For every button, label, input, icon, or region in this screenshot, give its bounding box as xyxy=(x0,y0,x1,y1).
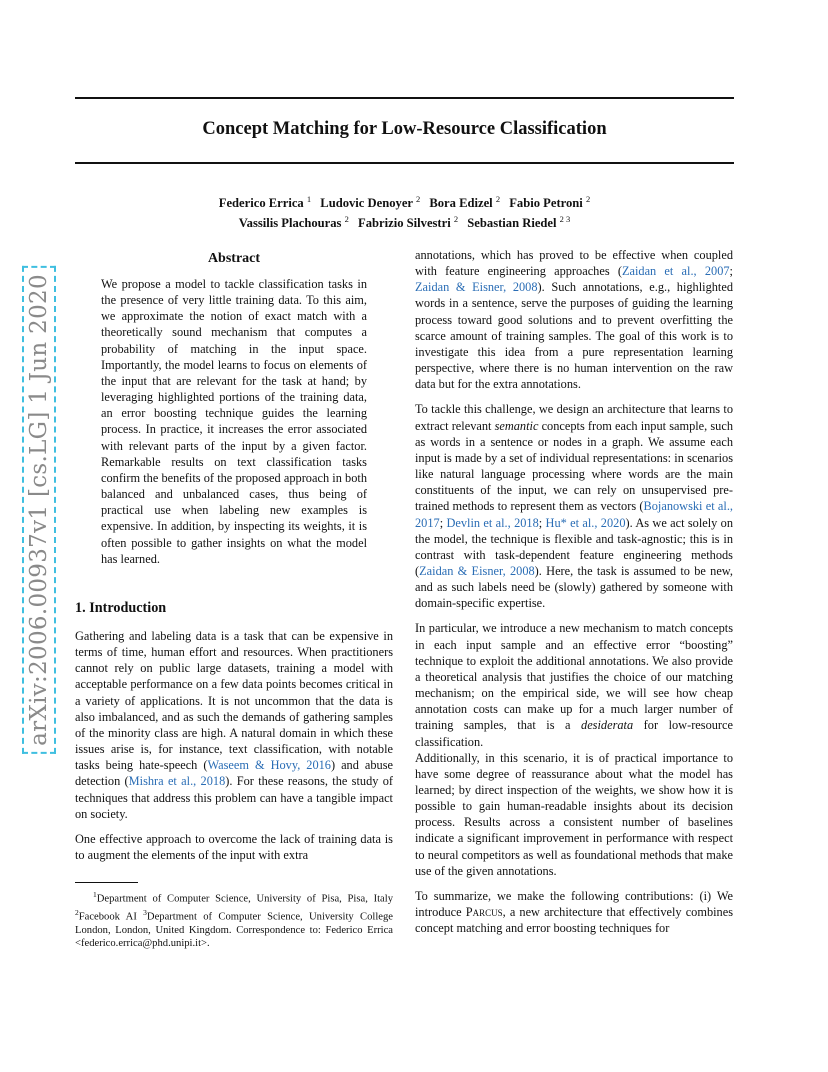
author: Federico Errica $^1$ xyxy=(218,194,312,211)
author-line-1 xyxy=(75,191,734,211)
abstract-heading: Abstract xyxy=(207,251,261,266)
model-name: Parcus xyxy=(465,905,503,920)
citation-link[interactable]: Bojanowski et al., 2017 xyxy=(415,499,733,530)
title-rule-bottom xyxy=(75,162,734,164)
title-rule-top xyxy=(75,97,734,99)
author-list xyxy=(75,191,734,231)
paragraph: annotations, which has proved to be effective when coupled with feature engineering approaches (Zaidan et al., 2007; Zaidan & Eisner, 2008). Such annotations, e.g., highlighted words in a sentence, serve the purposes of guiding the learning process toward good solutions and to prevent overfitting the scarce amount of training samples. The goal of this work is to investigate this idea from a pure representation learning perspective, where there is no human intervention on the raw data but for the extra annotations. xyxy=(415,248,733,392)
arxiv-identifier-stamp xyxy=(14,265,64,755)
paragraph: Additionally, in this scenario, it is of practical importance to have some degree of reassurance about what the model has learned; by direct inspection of the weights, we show how it is possible to gain human-readable insights about its decision process. Results across a consistent number of baselines indicate a significant improvement in performance with respect to neural competitors as well as foundational methods that make use of the given annotations. xyxy=(415,750,733,878)
arxiv-identifier: arXiv:2006.00937v1 [cs.LG] 1 Jun 2020 xyxy=(26,270,52,750)
paragraph: One effective approach to overcome the lack of training data is to augment the elements of the input with extra xyxy=(75,831,393,863)
citation-link[interactable]: Zaidan et al., 2007 xyxy=(621,264,730,279)
author: Sebastian Riedel $^{2 3}$ xyxy=(467,214,571,231)
author: Vassilis Plachouras $^2$ xyxy=(238,214,349,231)
paper-title: Concept Matching for Low-Resource Classification xyxy=(202,119,607,139)
introduction-left-column xyxy=(75,628,393,872)
paragraph: To tackle this challenge, we design an architecture that learns to extract relevant semantic concepts from each input sample, such as words in a sentence or nodes in a graph. We assume each input is made by a set of individual representations: in scenarios like natural language processing where words are the main constituents of the input, we can rely on unsupervised pre-trained methods to represent them as vectors (Bojanowski et al., 2017; Devlin et al., 2018; Hu* et al., 2020). As we act solely on the model, the technique is flexible and task-agnostic; this is in contrast with task-dependent feature engineering methods (Zaidan & Eisner, 2008). Here, the task is assumed to be new, and as such labels need be (slowly) gathered by someone with domain-specific expertise. xyxy=(415,402,734,611)
abstract-body: We propose a model to tackle classification tasks in the presence of very little training data. To this aim, we approximate the notion of exact match with a theoretically sound mechanism that computes a probability of matching in the input space. Importantly, the model learns to focus on elements of the input that are relevant for the task at hand; by leveraging highlighted portions of the training data, an error boosting technique guides the learning process. In practice, it increases the error associated with relevant parts of the input by a given factor. Remarkable results on text classification tasks confirm the benefits of the proposed approach in both balanced and unbalanced cases, thus being of practical use when labeling new examples is expensive. In addition, by inspecting its weights, it is often possible to gather insights on what the model has learned. xyxy=(101,277,367,566)
author-line-2 xyxy=(75,211,734,231)
paragraph: Gathering and labeling data is a task that can be expensive in terms of time, human effort and resources. When practitioners cannot rely on public large datasets, training a model with acceptable performance on a few data points becomes critical in a variety of applications. It is not uncommon that the data is also imbalanced, and as such the demands of gathering samples of the minority class are high. A natural domain in which these issues arise is, for instance, text classification, with notable tasks being hate-speech (Waseem & Hovy, 2016) and abuse detection (Mishra et al., 2018). For these reasons, the study of techniques that address this problem can have a tangible impact on society. xyxy=(75,629,394,821)
author: Fabrizio Silvestri $^2$ xyxy=(358,214,459,231)
citation-link[interactable]: Waseem & Hovy, 2016 xyxy=(207,758,331,773)
citation-link[interactable]: Zaidan & Eisner, 2008 xyxy=(419,563,535,578)
citation-link[interactable]: Devlin et al., 2018 xyxy=(446,515,539,530)
section-heading-introduction: 1. Introduction xyxy=(75,600,167,616)
author: Ludovic Denoyer $^2$ xyxy=(320,194,421,211)
paragraph: In particular, we introduce a new mechanism to match concepts in each input sample and an effective error “boosting” technique to exploit the additional annotations. We also provide a theoretical analysis that justifies the choice of our matching mechanism; on the empirical side, we will see how cheap annotation costs can make up for a much larger number of training samples, that is a desiderata for low-resource classification. xyxy=(415,621,734,749)
footnote-rule xyxy=(75,882,138,883)
citation-link[interactable]: Zaidan & Eisner, 2008 xyxy=(415,280,538,295)
citation-link[interactable]: Hu* et al., 2020 xyxy=(545,515,626,530)
affiliation-footnote: $^1$Department of Computer Science, University of Pisa, Pisa, Italy $^2$Facebook AI $^3$Department of Computer Science, University College London, London, United Kingdom. Correspondence to: Federico Errica <federico.errica@phd.unipi.it>. xyxy=(75,890,393,950)
author: Bora Edizel $^2$ xyxy=(429,194,501,211)
author: Fabio Petroni $^2$ xyxy=(509,194,591,211)
paragraph: To summarize, we make the following contributions: (i) We introduce Parcus, a new architecture that effectively combines concept matching and error boosting techniques for xyxy=(415,888,734,936)
citation-link[interactable]: Mishra et al., 2018 xyxy=(128,774,226,789)
introduction-right-column xyxy=(415,247,733,945)
